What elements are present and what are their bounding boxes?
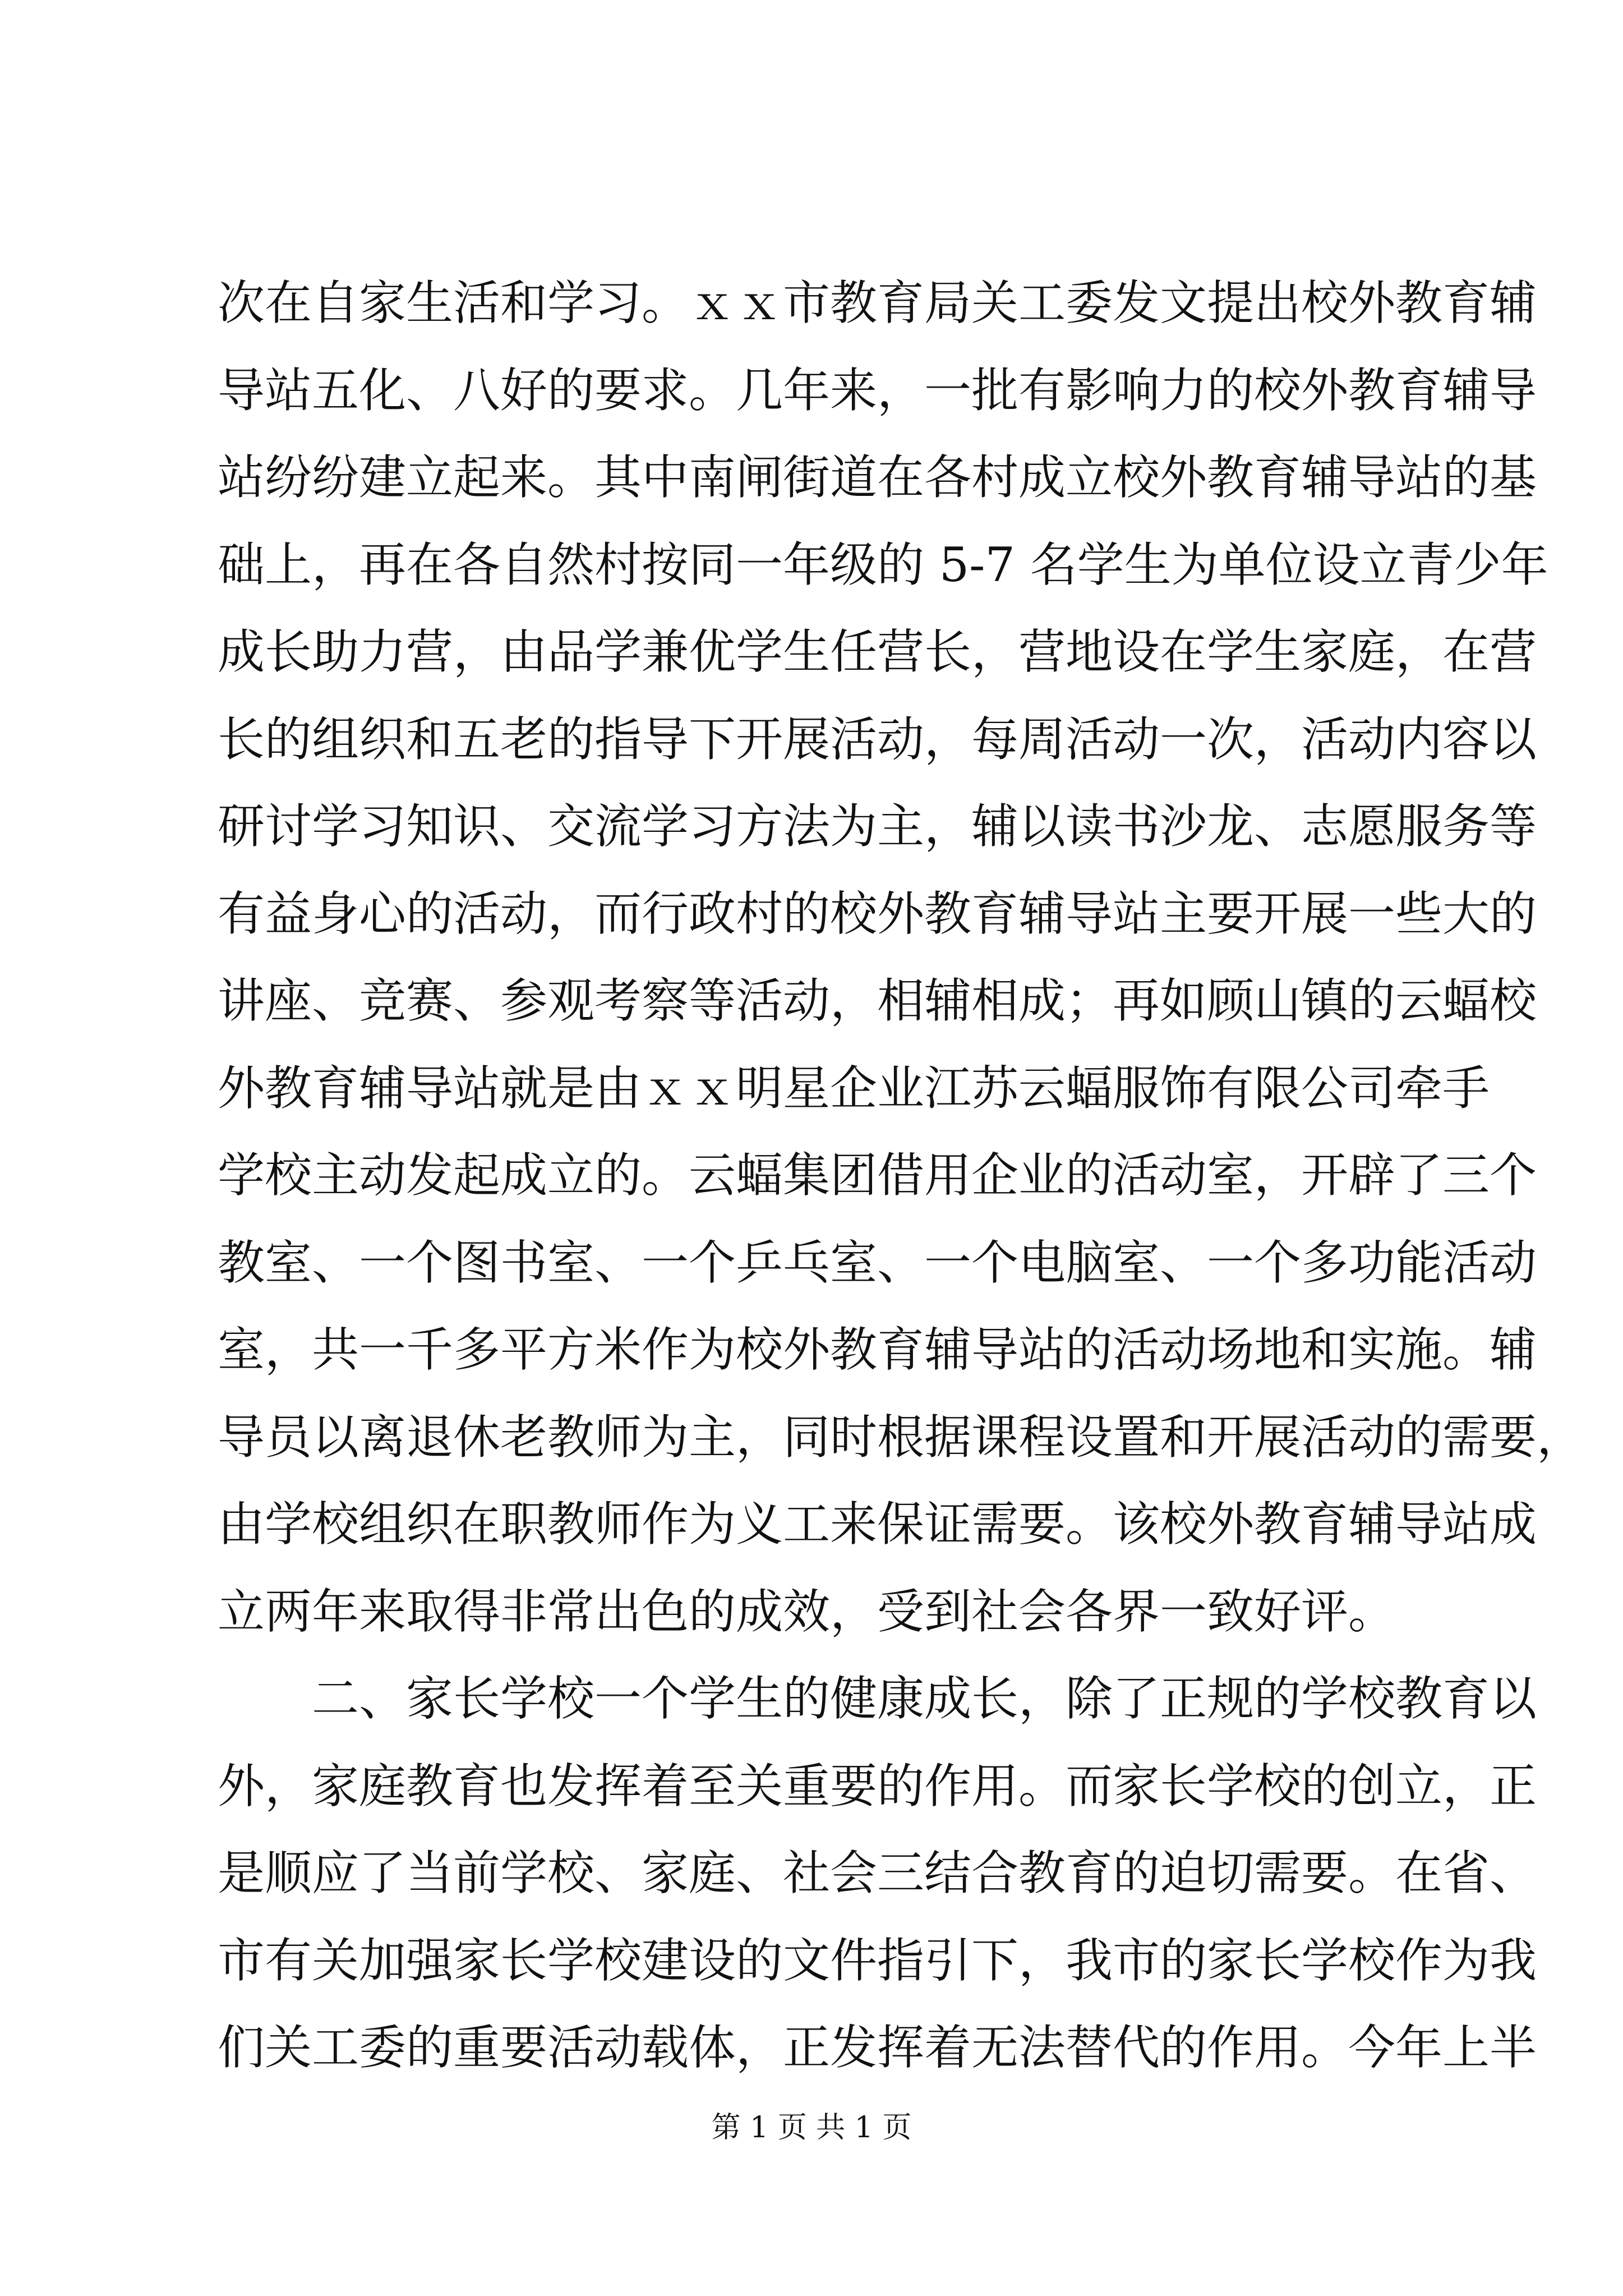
text-line: 长的组织和五老的指导下开展活动，每周活动一次，活动内容以 [218,711,1537,767]
text-line: 们关工委的重要活动载体，正发挥着无法替代的作用。今年上半 [218,2020,1537,2075]
text-line: 站纷纷建立起来。其中南闸街道在各村成立校外教育辅导站的基 [218,450,1537,505]
text-line: 是顺应了当前学校、家庭、社会三结合教育的迫切需要。在省、 [218,1846,1537,1901]
text-line: 导员以离退休老教师为主，同时根据课程设置和开展活动的需要， [218,1409,1584,1465]
text-line: 教室、一个图书室、一个乒乓室、一个电脑室、一个多功能活动 [218,1235,1537,1290]
text-line: 研讨学习知识、交流学习方法为主，辅以读书沙龙、志愿服务等 [218,799,1537,854]
text-line: 市有关加强家长学校建设的文件指引下，我市的家长学校作为我 [218,1932,1537,1988]
page-number-label: 第 1 页 共 1 页 [711,2111,912,2145]
paragraph-1 [218,260,1584,1655]
text-line: 有益身心的活动，而行政村的校外教育辅导站主要开展一些大的 [218,886,1537,941]
text-line: 导站五化、八好的要求。几年来，一批有影响力的校外教育辅导 [218,362,1537,418]
page-footer [0,2108,1623,2147]
text-line: 由学校组织在职教师作为义工来保证需要。该校外教育辅导站成 [218,1497,1537,1552]
text-line: 二、家长学校一个学生的健康成长，除了正规的学校教育以 [312,1671,1537,1726]
text-line: 础上，再在各自然村按同一年级的 5-7 名学生为单位设立青少年 [218,537,1548,592]
text-line: 次在自家生活和学习。ｘｘ市教育局关工委发文提出校外教育辅 [218,275,1537,330]
text-line: 外，家庭教育也发挥着至关重要的作用。而家长学校的创立，正 [218,1758,1537,1814]
text-line: 学校主动发起成立的。云蝠集团借用企业的活动室，开辟了三个 [218,1148,1537,1203]
text-line: 室，共一千多平方米作为校外教育辅导站的活动场地和实施。辅 [218,1322,1537,1377]
text-line: 外教育辅导站就是由ｘｘ明星企业江苏云蝠服饰有限公司牵手 [218,1060,1490,1116]
document-body [218,260,1584,2092]
text-line: 立两年来取得非常出色的成效，受到社会各界一致好评。 [218,1584,1396,1639]
paragraph-2 [218,1655,1537,2092]
text-line: 成长助力营，由品学兼优学生任营长，营地设在学生家庭，在营 [218,624,1537,679]
text-line: 讲座、竞赛、参观考察等活动，相辅相成；再如顾山镇的云蝠校 [218,973,1537,1028]
